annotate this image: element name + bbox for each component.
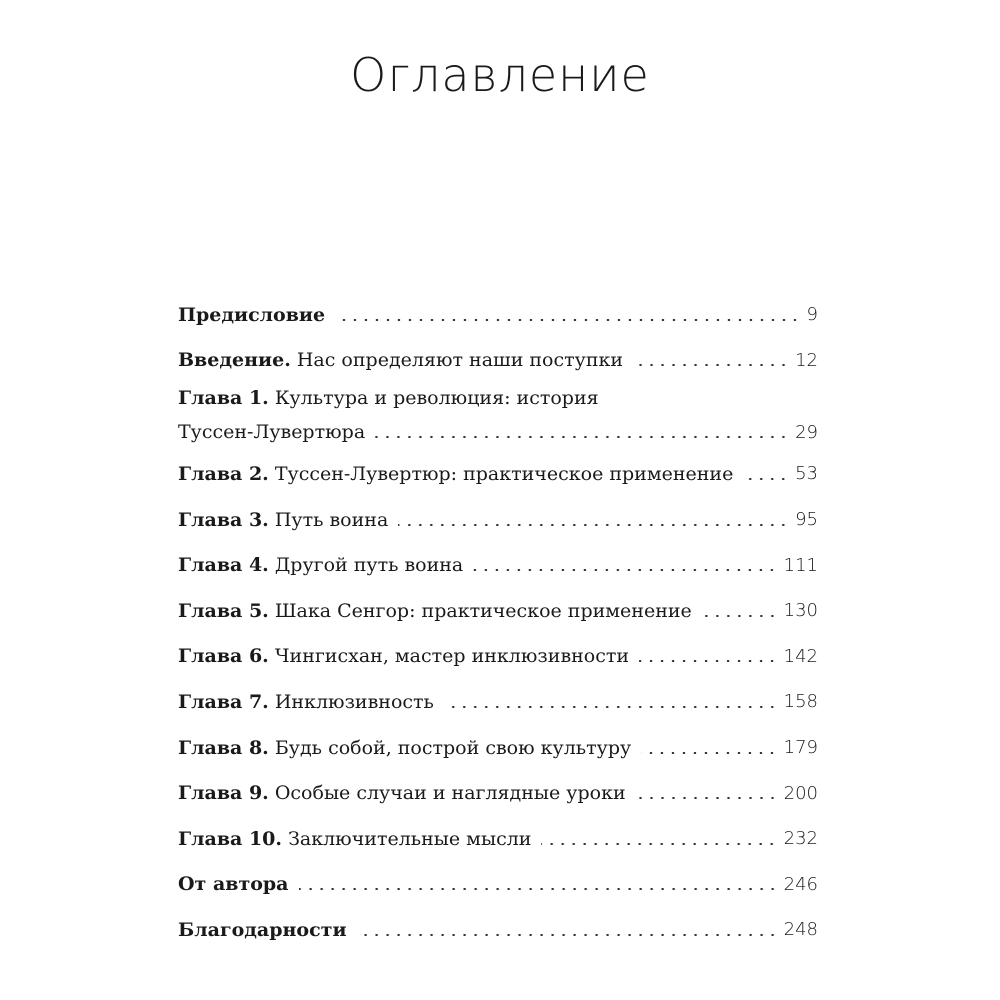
toc-entry-page: 29	[795, 421, 818, 443]
toc-entry-label: Глава 7.	[178, 690, 269, 713]
toc-entry-chapter-10	[178, 816, 818, 862]
toc-entry-page: 130	[783, 600, 818, 622]
dot-leader	[641, 752, 777, 754]
dot-leader	[633, 364, 789, 366]
toc-entry-title: Путь воина	[274, 508, 389, 531]
toc-entry-label: Глава 4.	[178, 554, 269, 577]
toc-entry-title: Шака Сенгор: практическое применение	[274, 599, 692, 622]
toc-entry-label: Глава 6.	[178, 645, 269, 668]
dot-leader	[299, 888, 778, 890]
toc-entry-page: 200	[783, 782, 818, 804]
dot-leader	[375, 436, 789, 438]
toc-entry-preface	[178, 292, 818, 338]
table-of-contents	[178, 292, 818, 953]
toc-entry-page: 142	[783, 645, 818, 667]
toc-entry-label: Глава 10.	[178, 827, 283, 850]
toc-entry-introduction	[178, 338, 818, 384]
toc-entry-page: 158	[783, 691, 818, 713]
toc-entry-title: Чингисхан, мастер инклюзивности	[274, 645, 630, 668]
toc-entry-page: 246	[783, 873, 818, 895]
toc-entry-title: Другой путь воина	[274, 554, 464, 577]
toc-entry-title-continued: Туссен-Лувертюра	[178, 421, 366, 444]
toc-entry-label: Введение.	[178, 349, 291, 372]
toc-entry-label: Глава 2.	[178, 462, 269, 485]
toc-entry-title: Будь собой, построй свою культуру	[274, 736, 632, 759]
toc-entry-page: 179	[783, 737, 818, 759]
dot-leader	[335, 319, 800, 321]
toc-entry-title: Туссен-Лувертюр: практическое применение	[274, 462, 734, 485]
toc-entry-chapter-8	[178, 725, 818, 771]
toc-entry-chapter-4	[178, 542, 818, 588]
page-title: Оглавление	[350, 48, 650, 102]
toc-entry-title: Инклюзивность	[274, 690, 434, 713]
toc-entry-page: 12	[795, 349, 818, 371]
toc-entry-title: Культура и революция: история	[274, 387, 599, 410]
dot-leader	[743, 478, 789, 480]
toc-entry-page: 111	[783, 554, 818, 576]
toc-entry-label: Благодарности	[178, 918, 347, 941]
dot-leader	[541, 843, 777, 845]
toc-entry-label: Глава 9.	[178, 782, 269, 805]
toc-entry-chapter-9	[178, 770, 818, 816]
toc-entry-title: Нас определяют наши поступки	[296, 349, 624, 372]
toc-entry-chapter-5	[178, 588, 818, 634]
toc-entry-chapter-3	[178, 497, 818, 543]
dot-leader	[357, 934, 778, 936]
toc-entry-title: Заключительные мысли	[288, 827, 532, 850]
toc-entry-page: 95	[795, 509, 818, 531]
toc-entry-page: 9	[806, 304, 818, 326]
dot-leader	[473, 569, 777, 571]
toc-entry-page: 53	[795, 463, 818, 485]
toc-entry-page: 232	[783, 828, 818, 850]
dot-leader	[398, 524, 789, 526]
toc-entry-chapter-7	[178, 679, 818, 725]
toc-entry-chapter-6	[178, 634, 818, 680]
toc-entry-chapter-1-continued	[178, 413, 818, 451]
toc-entry-acknowledgements	[178, 907, 818, 953]
dot-leader	[639, 660, 778, 662]
toc-entry-label: Глава 5.	[178, 599, 269, 622]
toc-entry-page: 248	[783, 919, 818, 941]
toc-entry-chapter-1	[178, 383, 818, 413]
toc-entry-chapter-2	[178, 451, 818, 497]
dot-leader	[636, 797, 778, 799]
toc-entry-label: Глава 1.	[178, 387, 269, 410]
toc-entry-label: От автора	[178, 873, 289, 896]
toc-entry-title: Особые случаи и наглядные уроки	[274, 782, 626, 805]
toc-entry-label: Глава 8.	[178, 736, 269, 759]
toc-entry-label: Предисловие	[178, 303, 326, 326]
dot-leader	[702, 615, 778, 617]
toc-entry-from-author	[178, 862, 818, 908]
toc-entry-label: Глава 3.	[178, 508, 269, 531]
dot-leader	[444, 706, 778, 708]
